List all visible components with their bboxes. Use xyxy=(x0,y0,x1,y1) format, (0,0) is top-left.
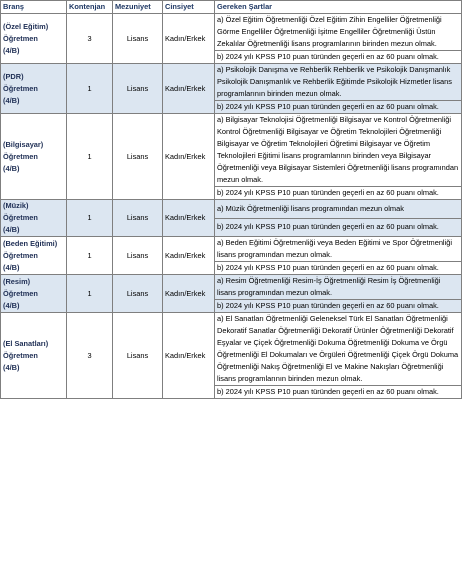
header-cinsiyet: Cinsiyet xyxy=(163,1,215,14)
header-row xyxy=(1,1,462,14)
requirement-b: b) 2024 yılı KPSS P10 puan türünden geçerli en az 60 puanı olmak. xyxy=(215,51,462,64)
brans-cell xyxy=(1,313,67,399)
brans-line: Öğretmen xyxy=(3,350,38,360)
requirement-a: a) El Sanatları Öğretmenliği Geleneksel Türk El Sanatları Öğretmenliği Dekoratif Sanatlar Öğretmenliği Dekoratif Ürünler Öğretmenliği Dekoratif Eşyalar ve Çiçek Öğretmenliği Dokuma Öğretmenliği Dokuma ve Örgü Öğretmenliği El Dokumaları ve Örgüleri Öğretmenliği Çiçek Örgü Dokuma Öğretmenliği Nakış Öğretmenliği El ve Makine Nakışları Öğretmenliği lisans programlarının birinden mezun olmak. xyxy=(215,313,462,386)
brans-line: (4/B) xyxy=(3,362,20,372)
brans-line: (4/B) xyxy=(3,262,20,272)
brans-line: (4/B) xyxy=(3,45,20,55)
brans-line: Öğretmen xyxy=(3,33,38,43)
brans-line: (4/B) xyxy=(3,95,20,105)
requirement-a: a) Resim Öğretmenliği Resim-İş Öğretmenliği Resim İş Öğretmenliği lisans programından mezun olmak. xyxy=(215,275,462,300)
table-row xyxy=(1,313,462,386)
mezuniyet-cell: Lisans xyxy=(113,313,163,399)
requirement-b: b) 2024 yılı KPSS P10 puan türünden geçerli en az 60 puanı olmak. xyxy=(215,300,462,313)
kontenjan-cell: 1 xyxy=(67,237,113,275)
requirement-a: a) Beden Eğitimi Öğretmenliği veya Beden Eğitimi ve Spor Öğretmenliği lisans programından mezun olmak. xyxy=(215,237,462,262)
mezuniyet-cell: Lisans xyxy=(113,200,163,237)
requirement-a: a) Müzik Öğretmenliği lisans programından mezun olmak xyxy=(215,200,462,219)
header-kontenjan: Kontenjan xyxy=(67,1,113,14)
mezuniyet-cell: Lisans xyxy=(113,14,163,64)
brans-line: (El Sanatları) xyxy=(3,338,49,348)
cinsiyet-cell: Kadın/Erkek xyxy=(163,64,215,114)
header-brans: Branş xyxy=(1,1,67,14)
brans-line: Öğretmen xyxy=(3,151,38,161)
cinsiyet-cell: Kadın/Erkek xyxy=(163,200,215,237)
kontenjan-cell: 1 xyxy=(67,200,113,237)
table-row xyxy=(1,275,462,300)
mezuniyet-cell: Lisans xyxy=(113,114,163,200)
cinsiyet-cell: Kadın/Erkek xyxy=(163,237,215,275)
brans-cell xyxy=(1,64,67,114)
cinsiyet-cell: Kadın/Erkek xyxy=(163,313,215,399)
requirement-a: a) Bilgisayar Teknolojisi Öğretmenliği Bilgisayar ve Kontrol Öğretmenliği Kontrol Öğretmenliği Bilgisayar ve Öğretim Teknolojileri Öğretmenliği Bilgisayar ve Öğretim Teknolojileri Öğretimi Bilgisayar ve Öğretim Teknolojileri Eğitimi lisans programlarının birinden veya Bilgisayar Öğretmenliği veya Bilgisayar Sistemleri Öğretmenliği lisans programından mezun olmak. xyxy=(215,114,462,187)
table-row xyxy=(1,114,462,187)
mezuniyet-cell: Lisans xyxy=(113,237,163,275)
table-row xyxy=(1,200,462,219)
kontenjan-cell: 1 xyxy=(67,275,113,313)
header-mezuniyet: Mezuniyet xyxy=(113,1,163,14)
requirement-b: b) 2024 yılı KPSS P10 puan türünden geçerli en az 60 puanı olmak. xyxy=(215,218,462,237)
mezuniyet-cell: Lisans xyxy=(113,275,163,313)
requirement-b: b) 2024 yılı KPSS P10 puan türünden geçerli en az 60 puanı olmak. xyxy=(215,101,462,114)
kontenjan-cell: 1 xyxy=(67,64,113,114)
kontenjan-cell: 1 xyxy=(67,114,113,200)
brans-line: Öğretmen xyxy=(3,250,38,260)
kontenjan-cell: 3 xyxy=(67,313,113,399)
table-row xyxy=(1,237,462,262)
brans-cell xyxy=(1,237,67,275)
brans-line: Öğretmen xyxy=(3,213,38,222)
brans-cell xyxy=(1,200,67,237)
brans-line: (Müzik) xyxy=(3,201,29,210)
brans-line: (4/B) xyxy=(3,225,20,234)
brans-cell xyxy=(1,14,67,64)
brans-line: Öğretmen xyxy=(3,83,38,93)
brans-line: (4/B) xyxy=(3,163,20,173)
requirement-b: b) 2024 yılı KPSS P10 puan türünden geçerli en az 60 puanı olmak. xyxy=(215,386,462,399)
brans-line: (Özel Eğitim) xyxy=(3,21,49,31)
brans-line: (Beden Eğitimi) xyxy=(3,238,58,248)
kontenjan-cell: 3 xyxy=(67,14,113,64)
mezuniyet-cell: Lisans xyxy=(113,64,163,114)
table-body xyxy=(1,14,462,399)
brans-cell xyxy=(1,114,67,200)
requirement-a: a) Psikolojik Danışma ve Rehberlik Rehberlik ve Psikolojik Danışmanlık Psikolojik Danışmanlık ve Rehberlik Eğitimde Psikolojik Hizmetler lisans programlarının birinden mezun olmak. xyxy=(215,64,462,101)
cinsiyet-cell: Kadın/Erkek xyxy=(163,14,215,64)
brans-line: (4/B) xyxy=(3,300,20,310)
cinsiyet-cell: Kadın/Erkek xyxy=(163,275,215,313)
brans-line: (Bilgisayar) xyxy=(3,139,44,149)
brans-line: Öğretmen xyxy=(3,288,38,298)
requirement-b: b) 2024 yılı KPSS P10 puan türünden geçerli en az 60 puanı olmak. xyxy=(215,262,462,275)
brans-line: (Resim) xyxy=(3,276,31,286)
brans-cell xyxy=(1,275,67,313)
table-row xyxy=(1,64,462,101)
requirement-b: b) 2024 yılı KPSS P10 puan türünden geçerli en az 60 puanı olmak. xyxy=(215,187,462,200)
requirement-a: a) Özel Eğitim Öğretmenliği Özel Eğitim Zihin Engelliler Öğretmenliği Görme Engelliler Öğretmenliği İşitme Engelliler Öğretmenliği Üstün Zekalılar Öğretmenliği lisans programlarının birinden mezun olmak. xyxy=(215,14,462,51)
header-sartlar: Gereken Şartlar xyxy=(215,1,462,14)
brans-line: (PDR) xyxy=(3,71,24,81)
table-row xyxy=(1,14,462,51)
cinsiyet-cell: Kadın/Erkek xyxy=(163,114,215,200)
